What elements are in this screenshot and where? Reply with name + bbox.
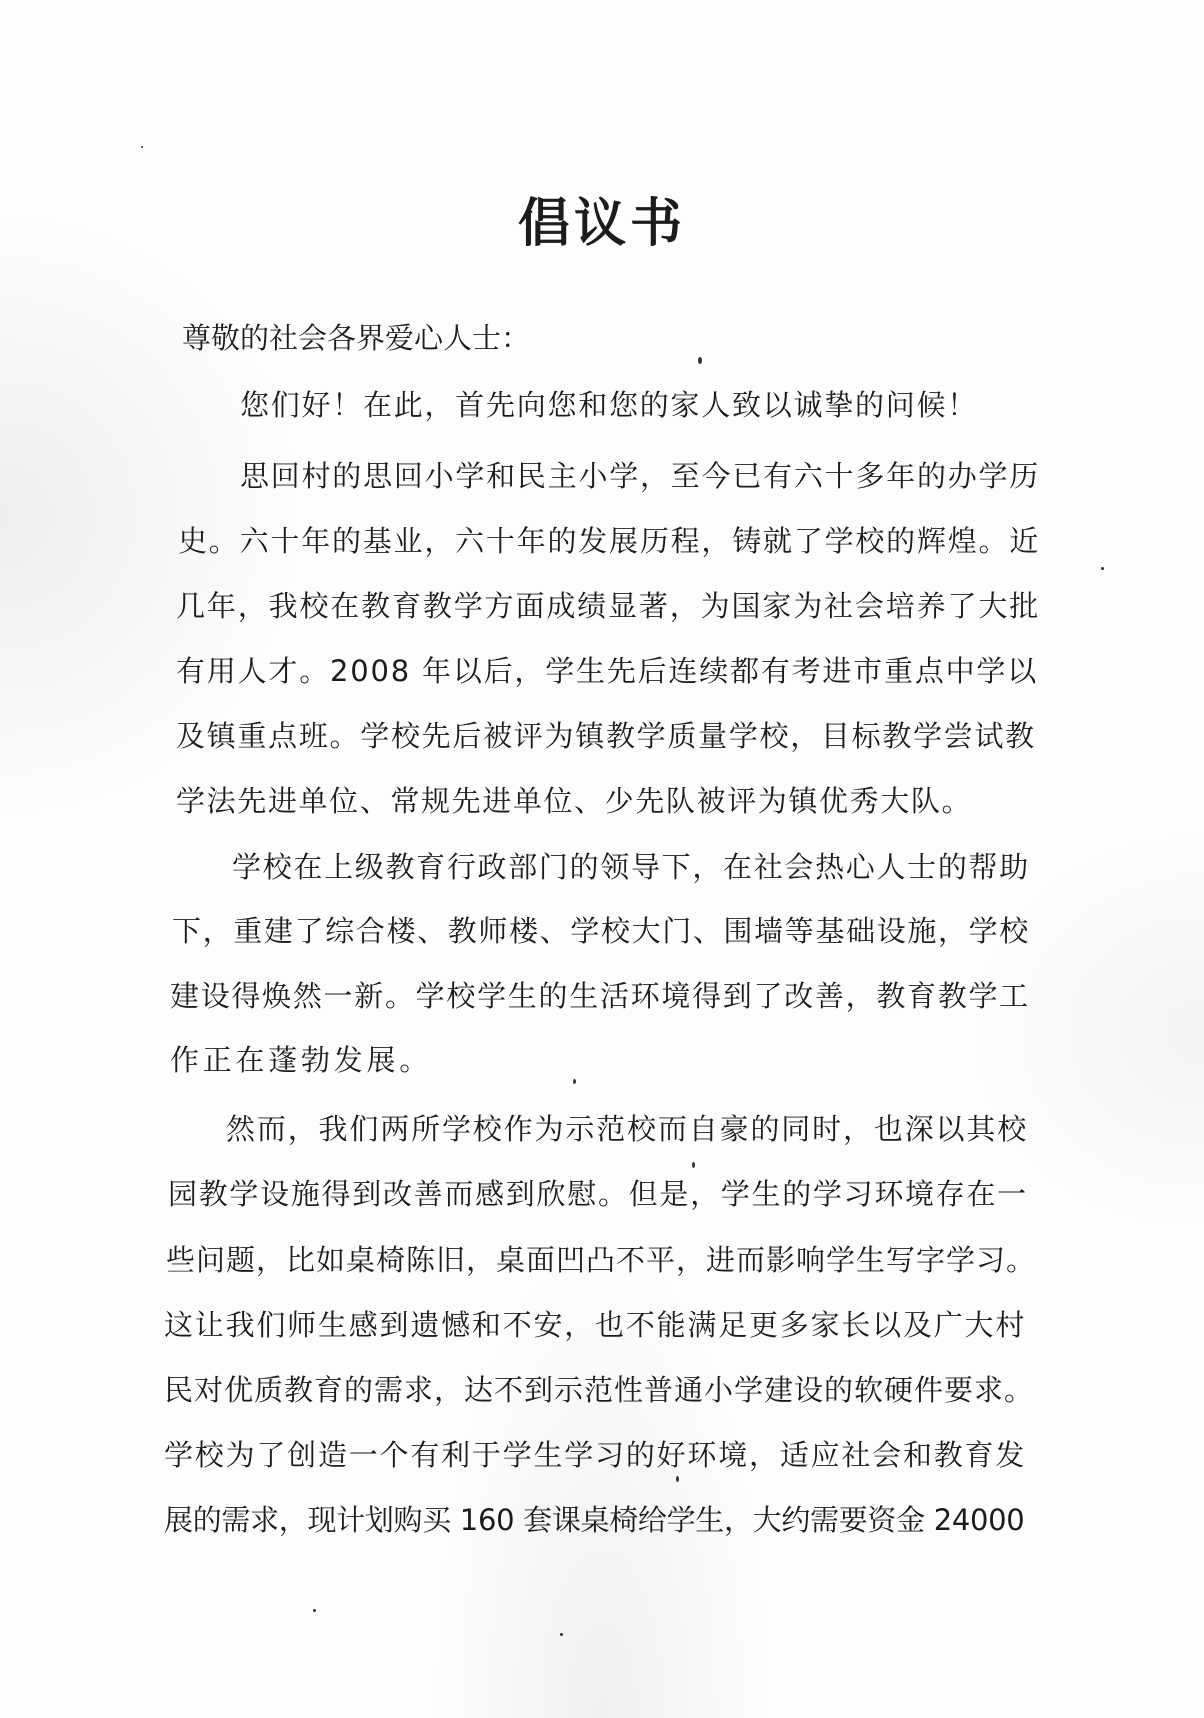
body-line: 些问题，比如桌椅陈旧，桌面凹凸不平，进而影响学生写字学习。 <box>166 1243 1037 1277</box>
body-line: 展的需求，现计划购买 160 套课桌椅给学生，大约需要资金 24000 <box>164 1503 1025 1537</box>
body-line: 学法先进单位、常规先进单位、少先队被评为镇优秀大队。 <box>176 784 973 818</box>
body-line: 您们好！在此，首先向您和您的家人致以诚挚的问候！ <box>240 388 979 422</box>
body-line: 建设得焕然一新。学校学生的生活环境得到了改善，教育教学工 <box>170 979 1030 1013</box>
body-line: 学校在上级教育行政部门的领导下，在社会热心人士的帮助 <box>232 850 1030 884</box>
scan-speck <box>698 357 702 364</box>
scan-speck <box>692 1162 695 1168</box>
scan-speck <box>141 146 143 148</box>
body-line: 民对优质教育的需求，达不到示范性普通小学建设的软硬件要求。 <box>164 1373 1035 1407</box>
scan-speck <box>573 1079 576 1084</box>
body-line: 然而，我们两所学校作为示范校而自豪的同时，也深以其校 <box>226 1112 1029 1146</box>
body-line: 园教学设施得到改善而感到欣慰。但是，学生的学习环境存在一 <box>168 1177 1028 1211</box>
body-line: 作正在蓬勃发展。 <box>170 1043 433 1077</box>
body-line: 及镇重点班。学校先后被评为镇教学质量学校，目标教学尝试教 <box>176 719 1036 753</box>
body-line: 学校为了创造一个有利于学生学习的好环境，适应社会和教育发 <box>164 1438 1027 1472</box>
body-line: 有用人才。2008 年以后，学生先后连续都有考进市重点中学以 <box>176 654 1039 688</box>
scan-speck <box>1101 567 1104 570</box>
document-title: 倡议书 <box>517 194 686 254</box>
body-line: 这让我们师生感到遗憾和不安，也不能满足更多家长以及广大村 <box>164 1308 1027 1342</box>
body-line: 思回村的思回小学和民主小学，至今已有六十多年的办学历 <box>240 459 1041 493</box>
scan-speck <box>676 1476 679 1482</box>
body-line: 下，重建了综合楼、教师楼、学校大门、围墙等基础设施，学校 <box>172 914 1030 948</box>
scan-speck <box>560 1633 563 1636</box>
salutation: 尊敬的社会各界爱心人士： <box>182 321 531 355</box>
scan-speck <box>313 1609 316 1612</box>
body-line: 几年，我校在教育教学方面成绩显著，为国家为社会培养了大批 <box>176 589 1041 623</box>
body-line: 史。六十年的基业，六十年的发展历程，铸就了学校的辉煌。近 <box>178 524 1041 558</box>
